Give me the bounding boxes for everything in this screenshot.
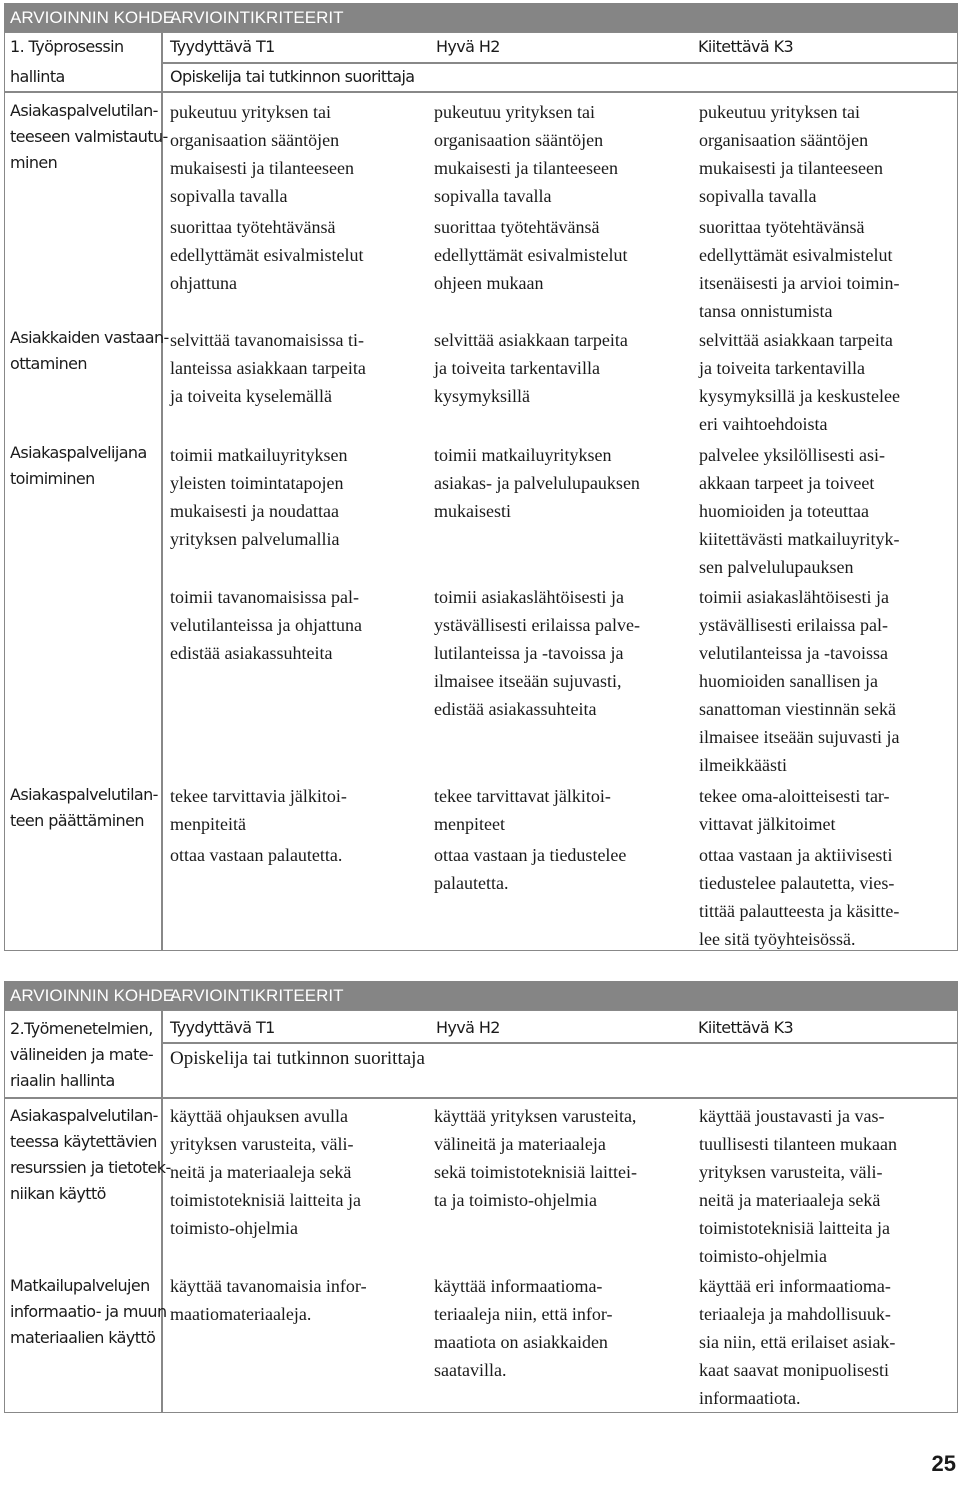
row-divider	[161, 1042, 958, 1044]
criterion-h2: pukeutuu yrityksen tai organisaation sääntöjen mukaisesti ja tilanteeseen sopivalla tavalla	[434, 102, 618, 206]
header-kriteerit: ARVIOINTIKRITEERIT	[170, 986, 344, 1005]
criterion-t1: toimii matkailuyrityksen yleisten toimintatapojen mukaisesti ja noudattaa yrityksen palvelumallia	[170, 445, 348, 549]
grade-t1: Tyydyttävä T1	[170, 1018, 275, 1037]
criterion-h2: toimii asiakaslähtöisesti ja ystävällisesti erilaissa palve- lutilanteissa ja -tavoissa ja ilmaisee itseään sujuvasti, edistää asiakassuhteita	[434, 587, 640, 719]
criterion-h2: toimii matkailuyrityksen asiakas- ja palvelulupauksen mukaisesti	[434, 445, 640, 521]
section-title-line2: hallinta	[10, 67, 65, 86]
criteria-table-1	[4, 3, 958, 951]
row-divider	[4, 1097, 958, 1099]
section-title: 2.Työmenetelmien, välineiden ja mate- riaalin hallinta	[10, 1019, 154, 1090]
criterion-h2: suorittaa työtehtävänsä edellyttämät esivalmistelut ohjeen mukaan	[434, 217, 628, 293]
criterion-label: Matkailupalvelujen informaatio- ja muun materiaalien käyttö	[10, 1276, 167, 1347]
criteria-table-2	[4, 981, 958, 1413]
column-divider	[161, 1010, 163, 1413]
criterion-h2: käyttää yrityksen varusteita, välineitä ja materiaaleja sekä toimistoteknisiä laittei- ta ja toimisto-ohjelmia	[434, 1106, 637, 1210]
grade-h2: Hyvä H2	[436, 1018, 500, 1037]
criterion-t1: selvittää tavanomaisissa ti- lanteissa asiakkaan tarpeita ja toiveita kyselemällä	[170, 330, 366, 406]
performer-label: Opiskelija tai tutkinnon suorittaja	[170, 1048, 425, 1069]
criterion-k3: ottaa vastaan ja aktiivisesti tiedustelee palautetta, vies- tittää palautteesta ja käsitte- lee sitä työyhteisössä.	[699, 845, 900, 949]
criterion-k3: käyttää joustavasti ja vas- tuullisesti tilanteen mukaan yrityksen varusteita, väli- neitä ja materiaaleja sekä toimistoteknisiä laitteita ja toimisto-ohjelmia	[699, 1106, 897, 1266]
grade-h2: Hyvä H2	[436, 37, 500, 56]
row-divider	[4, 91, 958, 93]
page-number: 25	[931, 1451, 956, 1476]
grade-k3: Kiitettävä K3	[698, 1018, 794, 1037]
criterion-label: Asiakkaiden vastaan- ottaminen	[10, 328, 169, 373]
criterion-k3: suorittaa työtehtävänsä edellyttämät esivalmistelut itsenäisesti ja arvioi toimin- tansa onnistumista	[699, 217, 900, 321]
criterion-t1: käyttää tavanomaisia infor- maatiomateriaaleja.	[170, 1276, 367, 1324]
criterion-t1: toimii tavanomaisissa pal- velutilanteissa ja ohjattuna edistää asiakassuhteita	[170, 587, 362, 663]
criterion-label: Asiakaspalvelutilan- teen päättäminen	[10, 785, 158, 830]
header-kriteerit: ARVIOINTIKRITEERIT	[170, 8, 344, 27]
criterion-t1: käyttää ohjauksen avulla yrityksen varusteita, väli- neitä ja materiaaleja sekä toimistoteknisiä laitteita ja toimisto-ohjelmia	[170, 1106, 361, 1238]
criterion-k3: toimii asiakaslähtöisesti ja ystävällisesti erilaissa pal- velutilanteissa ja -tavoissa huomioiden sanallisen ja sanattoman viestinnän sekä ilmaisee itseään sujuvasti ja ilmeikkäästi	[699, 587, 900, 775]
criterion-h2: käyttää informaatioma- teriaaleja niin, että infor- maatiota on asiakkaiden saatavilla.	[434, 1276, 613, 1380]
table-header-bar	[4, 3, 958, 32]
criterion-h2: selvittää asiakkaan tarpeita ja toiveita tarkentavilla kysymyksillä	[434, 330, 628, 406]
criterion-k3: selvittää asiakkaan tarpeita ja toiveita tarkentavilla kysymyksillä ja keskustelee eri vaihtoehdoista	[699, 330, 900, 434]
criterion-label: Asiakaspalvelijana toimiminen	[10, 443, 147, 488]
criterion-k3: pukeutuu yrityksen tai organisaation sääntöjen mukaisesti ja tilanteeseen sopivalla tavalla	[699, 102, 883, 206]
grade-k3: Kiitettävä K3	[698, 37, 794, 56]
criterion-t1: suorittaa työtehtävänsä edellyttämät esivalmistelut ohjattuna	[170, 217, 364, 293]
table-header-bar	[4, 981, 958, 1010]
grade-t1: Tyydyttävä T1	[170, 37, 275, 56]
section-title-line1: 1. Työprosessin	[10, 37, 124, 56]
criterion-label: Asiakaspalvelutilan- teeseen valmistautu- minen	[10, 101, 168, 172]
criterion-label: Asiakaspalvelutilan- teessa käytettävien resurssien ja tietotek- niikan käyttö	[10, 1106, 171, 1203]
criterion-k3: palvelee yksilöllisesti asi- akkaan tarpeet ja toiveet huomioiden ja toteuttaa kiitettävästi matkailuyrityk- sen palvelulupauksen	[699, 445, 900, 577]
criterion-k3: tekee oma-aloitteisesti tar- vittavat jälkitoimet	[699, 786, 890, 834]
header-kohde: ARVIOINNIN KOHDE	[10, 986, 175, 1005]
criterion-t1: ottaa vastaan palautetta.	[170, 845, 343, 865]
criterion-t1: pukeutuu yrityksen tai organisaation sääntöjen mukaisesti ja tilanteeseen sopivalla tavalla	[170, 102, 354, 206]
criterion-k3: käyttää eri informaatioma- teriaaleja ja mahdollisuuk- sia niin, että erilaiset asiak- kaat saavat monipuolisesti informaatiota.	[699, 1276, 896, 1408]
criterion-h2: tekee tarvittavat jälkitoi- menpiteet	[434, 786, 611, 834]
performer-label: Opiskelija tai tutkinnon suorittaja	[170, 67, 415, 86]
criterion-t1: tekee tarvittavia jälkitoi- menpiteitä	[170, 786, 347, 834]
criterion-h2: ottaa vastaan ja tiedustelee palautetta.	[434, 845, 627, 893]
header-kohde: ARVIOINNIN KOHDE	[10, 8, 175, 27]
